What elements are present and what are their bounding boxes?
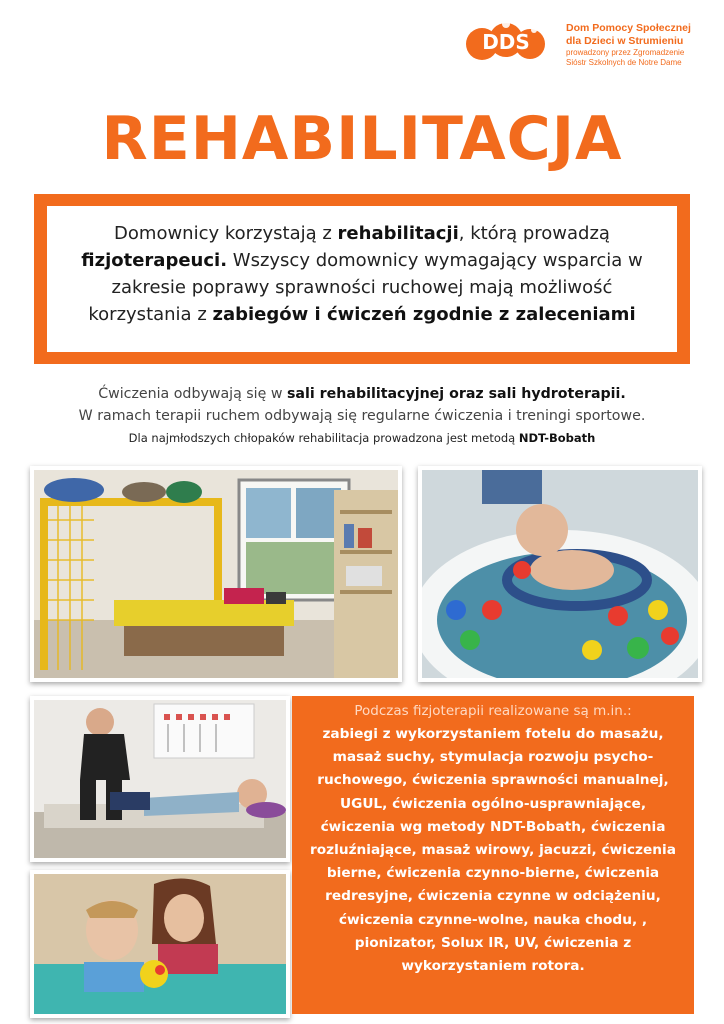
therapist-exercise-photo xyxy=(30,696,290,862)
logo-text: DDS xyxy=(482,30,530,54)
intro-bold-rehabilitacja: rehabilitacji xyxy=(337,223,459,244)
info-line-1 xyxy=(0,384,724,404)
info-line-3-bold: NDT-Bobath xyxy=(518,431,596,445)
info-line-1-bold: sali rehabilitacyjnej oraz sali hydroterapii. xyxy=(286,386,626,402)
treatments-list: zabiegi z wykorzystaniem fotelu do masażu, masaż suchy, stymulacja rozwoju psycho-ruchowego, ćwiczenia sprawności manualnej, UGUL, ćwiczenia ogólno-usprawniające, ćwiczenia wg metody NDT-Bobath, ćwiczenia rozluźniające, masaż wirowy, jacuzzi, ćwiczenia bierne, ćwiczenia czynno-bierne, ćwiczenia redresyjne, ćwiczenia czynne w odciążeniu, ćwiczenia czynne-wolne, nauka chodu, , pionizator, Solux IR, UV, ćwiczenia z wykorzystaniem rotora. xyxy=(310,726,676,975)
treatments-heading: Podczas fizjoterapii realizowane są m.in.: xyxy=(354,703,632,719)
info-line-1-text: Ćwiczenia odbywają się w xyxy=(98,386,287,402)
intro-box xyxy=(34,194,690,364)
org-line-4: Sióstr Szkolnych de Notre Dame xyxy=(566,58,682,67)
page-title: REHABILITACJA xyxy=(101,104,623,174)
treatments-box xyxy=(292,696,694,1014)
dds-logo-icon xyxy=(464,16,548,64)
intro-bold-zalecenia: zabiegów i ćwiczeń zgodnie z zaleceniami xyxy=(212,304,636,325)
intro-text-part: , którą prowadzą xyxy=(458,223,610,244)
child-and-carer-photo xyxy=(30,870,290,1018)
org-line-3: prowadzony przez Zgromadzenie xyxy=(566,48,685,57)
info-line-3 xyxy=(0,430,724,446)
intro-text-part: Wszyscy domownicy wymagający wsparcia w zakresie poprawy sprawności ruchowej mają możliwość korzystania z xyxy=(88,250,643,325)
org-line-2: dla Dzieci w Strumieniu xyxy=(566,35,684,47)
intro-bold-fizjoterapeuci: fizjoterapeuci. xyxy=(81,250,228,271)
org-line-1: Dom Pomocy Społecznej xyxy=(566,22,691,34)
rehab-room-photo xyxy=(30,466,402,682)
info-line-2: W ramach terapii ruchem odbywają się regularne ćwiczenia i treningi sportowe. xyxy=(78,408,646,424)
intro-text xyxy=(47,206,677,352)
intro-text-part: Domownicy korzystają z xyxy=(114,223,338,244)
hydrotherapy-photo xyxy=(418,466,702,682)
info-line-3-text: Dla najmłodszych chłopaków rehabilitacja prowadzona jest metodą xyxy=(128,431,519,445)
organization-name xyxy=(566,22,718,68)
